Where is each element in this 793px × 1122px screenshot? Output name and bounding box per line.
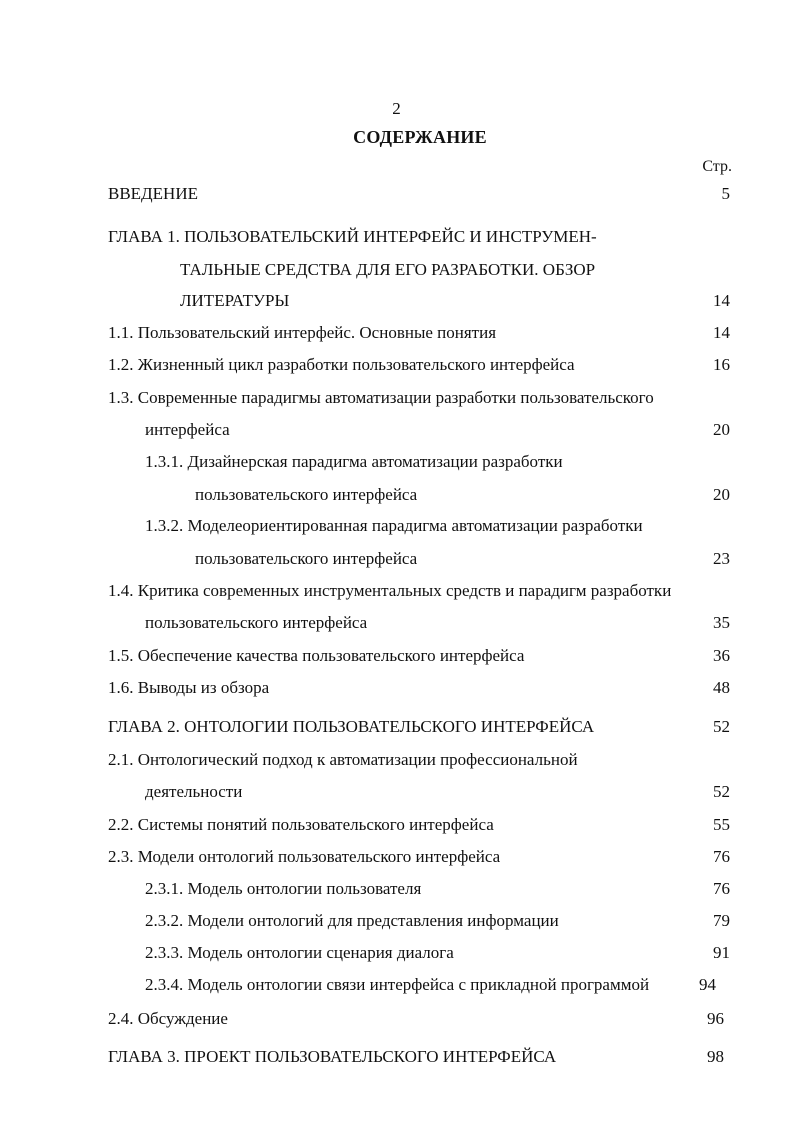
toc-entry-page: 20 (713, 485, 730, 504)
toc-entry-title-line: пользовательского интерфейса (145, 613, 368, 632)
page-column-header: Стр. (702, 158, 732, 175)
toc-entry-title-line: 2.3.1. Модель онтологии пользователя (145, 879, 422, 898)
toc-entry-title-line: 1.3. Современные парадигмы автоматизации разработки пользовательского (108, 388, 654, 407)
toc-entry-page: 94 (699, 975, 716, 994)
toc-entry-page: 76 (713, 879, 730, 898)
toc-entry-title-line: 1.5. Обеспечение качества пользовательского интерфейса (108, 646, 525, 665)
toc-entry-page: 98 (707, 1047, 724, 1066)
toc-entry-title-line: ТАЛЬНЫЕ СРЕДСТВА ДЛЯ ЕГО РАЗРАБОТКИ. ОБЗОР (180, 260, 596, 279)
toc-entry-title-line: 2.3.3. Модель онтологии сценария диалога (145, 943, 454, 962)
toc-entry-title-line: ГЛАВА 1. ПОЛЬЗОВАТЕЛЬСКИЙ ИНТЕРФЕЙС И ИНСТРУМЕН- (108, 227, 597, 246)
toc-entry-title-line: 1.6. Выводы из обзора (108, 678, 270, 697)
toc-entry-title-line: ГЛАВА 3. ПРОЕКТ ПОЛЬЗОВАТЕЛЬСКОГО ИНТЕРФЕЙСА (108, 1047, 557, 1066)
toc-entry-title-line: 1.3.2. Моделеориентированная парадигма автоматизации разработки (145, 516, 643, 535)
toc-entry-page: 20 (713, 420, 730, 439)
toc-entry-page: 16 (713, 355, 730, 374)
toc-entry-page: 14 (713, 323, 730, 342)
toc-entry-page: 91 (713, 943, 730, 962)
toc-entry-page: 96 (707, 1009, 724, 1028)
toc-entry-page: 79 (713, 911, 730, 930)
toc-entry-title-line: пользовательского интерфейса (195, 485, 418, 504)
toc-entry-page: 14 (713, 291, 730, 310)
toc-entry-page: 48 (713, 678, 730, 697)
toc-entry-title-line: 2.4. Обсуждение (108, 1009, 228, 1028)
toc-entry-page: 36 (713, 646, 730, 665)
toc-entry-page: 23 (713, 549, 730, 568)
toc-entry-page: 52 (713, 782, 730, 801)
toc-entry-page: 35 (713, 613, 730, 632)
toc-entry-page: 55 (713, 815, 730, 834)
toc-entry-title-line: 1.4. Критика современных инструментальных средств и парадигм разработки (108, 581, 672, 600)
toc-entry-title-line: 1.3.1. Дизайнерская парадигма автоматизации разработки (145, 452, 563, 471)
toc-entry-title-line: 2.1. Онтологический подход к автоматизации профессиональной (108, 750, 578, 769)
toc-entry-title-line: ВВЕДЕНИЕ (108, 184, 198, 203)
toc-entry-title-line: 1.2. Жизненный цикл разработки пользовательского интерфейса (108, 355, 575, 374)
toc-entry-title-line: 2.3.2. Модели онтологий для представления информации (145, 911, 559, 930)
toc-entry-title-line: 2.3. Модели онтологий пользовательского интерфейса (108, 847, 501, 866)
toc-entry-page: 52 (713, 717, 730, 736)
toc-entry-title-line: 2.3.4. Модель онтологии связи интерфейса с прикладной программой (145, 975, 650, 994)
toc-entry-title-line: 1.1. Пользовательский интерфейс. Основные понятия (108, 323, 497, 342)
toc-entry-page: 76 (713, 847, 730, 866)
toc-entry-title-line: ЛИТЕРАТУРЫ (180, 291, 290, 310)
toc-entry-page: 5 (721, 184, 730, 203)
page-title: СОДЕРЖАНИЕ (353, 127, 487, 147)
toc-entry-title-line: деятельности (145, 782, 243, 801)
toc-entry-title-line: интерфейса (145, 420, 230, 439)
page-number: 2 (392, 99, 401, 118)
toc-entry-title-line: 2.2. Системы понятий пользовательского интерфейса (108, 815, 494, 834)
toc-entry-title-line: пользовательского интерфейса (195, 549, 418, 568)
toc-entry-title-line: ГЛАВА 2. ОНТОЛОГИИ ПОЛЬЗОВАТЕЛЬСКОГО ИНТЕРФЕЙСА (108, 717, 595, 736)
